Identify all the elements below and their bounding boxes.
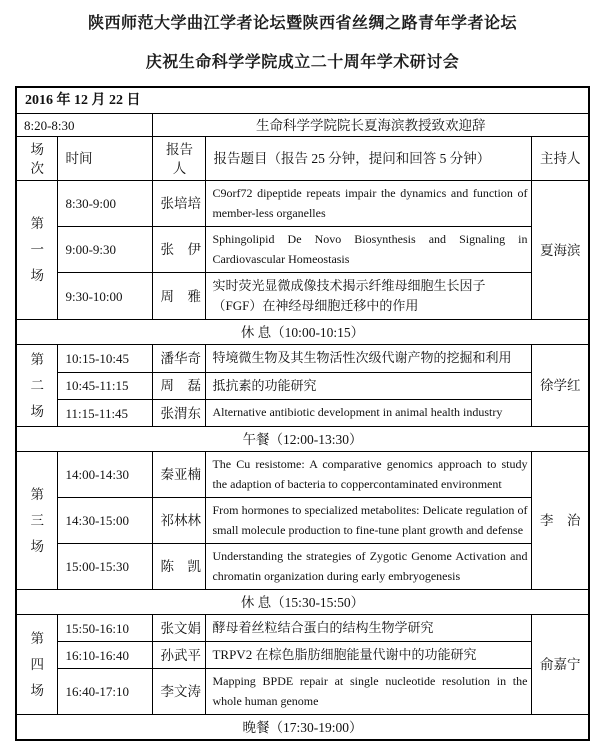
topic-cell: C9orf72 dipeptide repeats impair the dynamics and function of member-less organelles [206,181,532,227]
page-subtitle: 庆祝生命科学学院成立二十周年学术研讨会 [145,54,460,71]
break-row-afternoon [16,590,589,615]
column-header-row [16,137,589,181]
table-row [16,669,589,715]
lunch-text: 午餐（12:00-13:30） [16,427,589,452]
table-row [16,642,589,669]
welcome-text-cell: 生命科学学院院长夏海滨教授致欢迎辞 [153,114,589,137]
table-row [16,498,589,544]
session-2-chair-cell: 徐学红 [532,345,589,427]
speaker-cell: 祁林林 [153,498,206,544]
time-cell: 11:15-11:45 [58,400,153,427]
time-cell: 14:30-15:00 [58,498,153,544]
time-cell: 16:10-16:40 [58,642,153,669]
header-session: 场次 [16,137,58,181]
break-row-morning [16,320,589,345]
session-1-label: 第一场 [30,216,44,283]
welcome-time-cell: 8:20-8:30 [16,114,153,137]
welcome-row [16,114,589,137]
session-4-label: 第四场 [30,630,44,698]
session-2-label: 第二场 [30,351,44,419]
topic-cell: TRPV2 在棕色脂肪细胞能量代谢中的功能研究 [206,642,532,669]
speaker-cell: 张 伊 [153,227,206,273]
speaker-cell: 张培培 [153,181,206,227]
session-3-chair-cell: 李 治 [532,452,589,590]
topic-cell: The Cu resistome: A comparative genomics approach to study the adaption of bacteria to coppercontaminated environment [206,452,532,498]
speaker-cell: 陈 凯 [153,544,206,590]
table-row [16,273,589,320]
time-cell: 16:40-17:10 [58,669,153,715]
topic-cell: 抵抗素的功能研究 [206,372,532,400]
session-3-label-cell [16,452,58,590]
lunch-row [16,427,589,452]
schedule-table [15,86,590,741]
date-cell: 2016 年 12 月 22 日 [16,87,589,114]
table-row [16,400,589,427]
dinner-text: 晚餐（17:30-19:00） [16,715,589,741]
topic-cell: 实时荧光显微成像技术揭示纤维母细胞生长因子（FGF）在神经母细胞迁移中的作用 [206,273,532,320]
topic-cell: From hormones to specialized metabolites: Delicate regulation of small molecule production to fine-tune plant growth and defense [206,498,532,544]
table-row [16,345,589,373]
time-cell: 8:30-9:00 [58,181,153,227]
speaker-cell: 李文涛 [153,669,206,715]
break-text: 休 息（10:00-10:15） [16,320,589,345]
page-title: 陕西师范大学曲江学者论坛暨陕西省丝绸之路青年学者论坛 [87,15,517,32]
time-cell: 10:45-11:15 [58,372,153,400]
time-cell: 9:30-10:00 [58,273,153,320]
table-row [16,372,589,400]
speaker-cell: 秦亚楠 [153,452,206,498]
speaker-cell: 张渭东 [153,400,206,427]
topic-cell: Mapping BPDE repair at single nucleotide resolution in the whole human genome [206,669,532,715]
speaker-cell: 周 磊 [153,372,206,400]
dinner-row [16,715,589,741]
session-3-label: 第三场 [30,486,44,554]
table-row [16,615,589,642]
table-row [16,227,589,273]
session-1-chair-cell: 夏海滨 [532,181,589,320]
speaker-cell: 张文娟 [153,615,206,642]
speaker-cell: 孙武平 [153,642,206,669]
session-4-label-cell [16,615,58,715]
table-row [16,181,589,227]
topic-cell: Understanding the strategies of Zygotic Genome Activation and chromatin organization during early embryogenesis [206,544,532,590]
time-cell: 10:15-10:45 [58,345,153,373]
time-cell: 9:00-9:30 [58,227,153,273]
topic-cell: 特境微生物及其生物活性次级代谢产物的挖掘和利用 [206,345,532,373]
time-cell: 15:50-16:10 [58,615,153,642]
table-row [16,452,589,498]
session-1-label-cell [16,181,58,320]
topic-cell: Sphingolipid De Novo Biosynthesis and Signaling in Cardiovascular Homeostasis [206,227,532,273]
header-chair: 主持人 [532,137,589,181]
header-title: 报告题目（报告 25 分钟，提问和回答 5 分钟） [206,137,532,181]
speaker-cell: 潘华奇 [153,345,206,373]
time-cell: 15:00-15:30 [58,544,153,590]
date-row [16,87,589,114]
break-text: 休 息（15:30-15:50） [16,590,589,615]
table-row [16,544,589,590]
topic-cell: Alternative antibiotic development in animal health industry [206,400,532,427]
time-cell: 14:00-14:30 [58,452,153,498]
header-speaker: 报告人 [153,137,206,181]
session-2-label-cell [16,345,58,427]
session-4-chair-cell: 俞嘉宁 [532,615,589,715]
topic-cell: 酵母着丝粒结合蛋白的结构生物学研究 [206,615,532,642]
speaker-cell: 周 雅 [153,273,206,320]
header-time: 时间 [58,137,153,181]
